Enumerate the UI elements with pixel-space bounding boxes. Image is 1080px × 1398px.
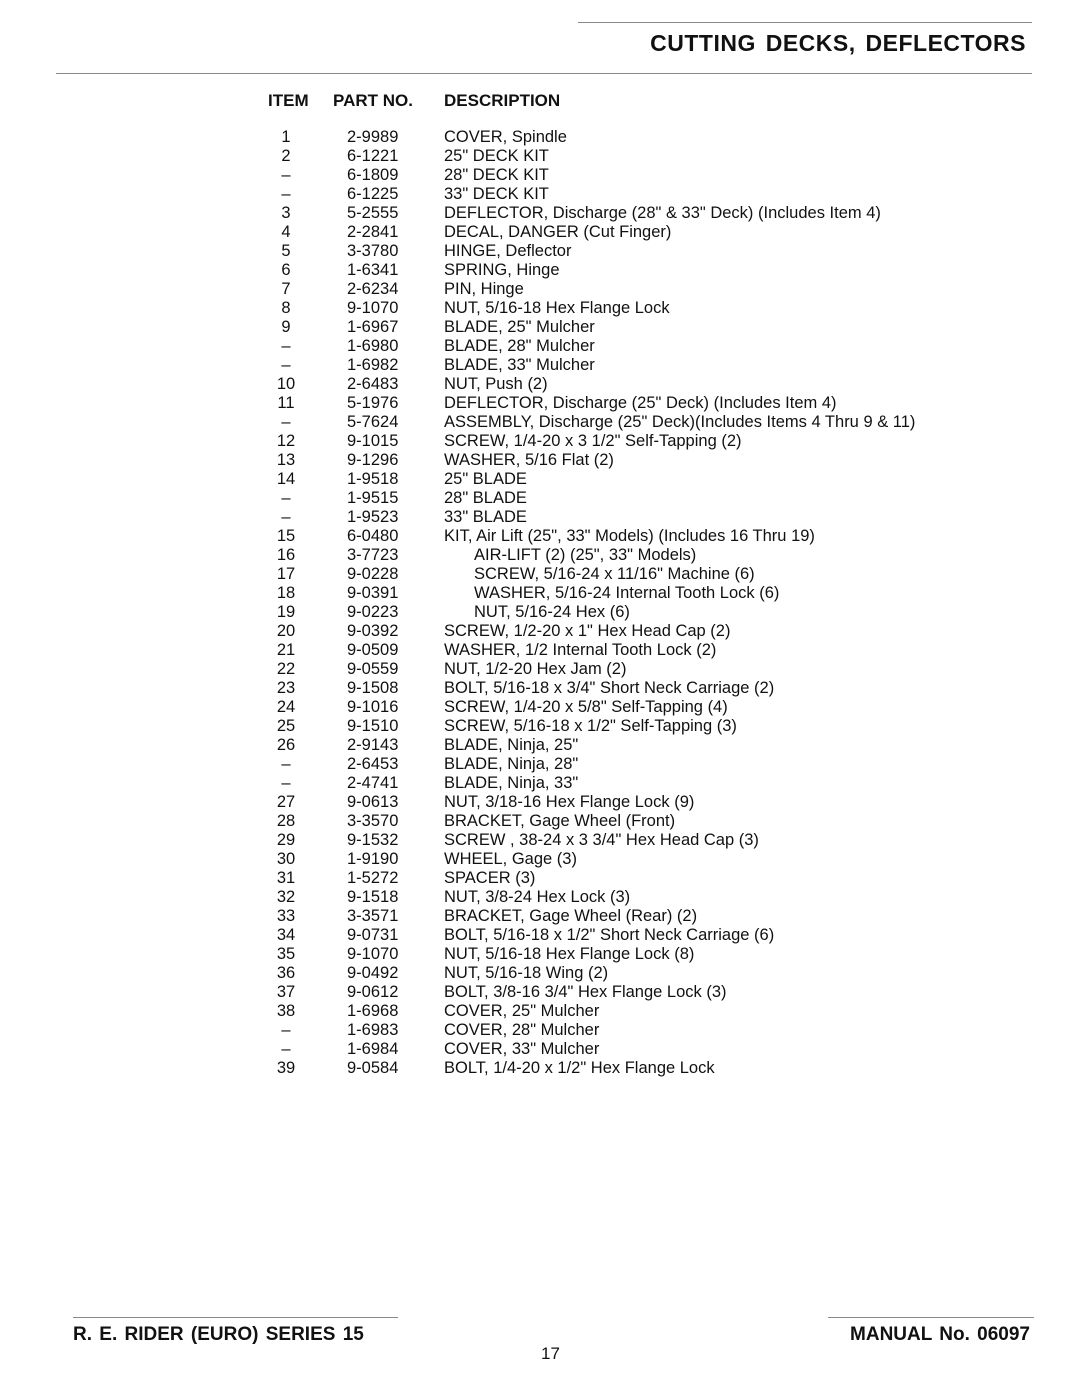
table-row — [0, 356, 1080, 375]
part-number: 9-0509 — [347, 641, 399, 659]
page-title: CUTTING DECKS, DEFLECTORS — [650, 30, 1026, 56]
part-number: 1-9515 — [347, 489, 399, 507]
part-description: AIR-LIFT (2) (25", 33" Models) — [474, 546, 697, 564]
table-row — [0, 603, 1080, 622]
part-number: 1-6983 — [347, 1021, 399, 1039]
part-number: 1-5272 — [347, 869, 399, 887]
table-row — [0, 128, 1080, 147]
item-number: 38 — [276, 1002, 296, 1020]
item-number: 7 — [281, 280, 291, 298]
item-number: 15 — [276, 527, 296, 545]
part-description: 25" BLADE — [444, 470, 527, 488]
part-description: BLADE, 25" Mulcher — [444, 318, 595, 336]
item-number: 4 — [281, 223, 291, 241]
item-number: – — [281, 1021, 291, 1039]
column-header-item: ITEM — [268, 91, 309, 110]
part-description: COVER, 33" Mulcher — [444, 1040, 600, 1058]
column-header-description: DESCRIPTION — [444, 91, 561, 110]
part-description: WHEEL, Gage (3) — [444, 850, 577, 868]
part-description: NUT, Push (2) — [444, 375, 548, 393]
part-description: 28" BLADE — [444, 489, 527, 507]
table-row — [0, 204, 1080, 223]
table-row — [0, 261, 1080, 280]
table-row — [0, 660, 1080, 679]
table-row — [0, 679, 1080, 698]
part-description: BRACKET, Gage Wheel (Front) — [444, 812, 676, 830]
part-description: WASHER, 5/16 Flat (2) — [444, 451, 614, 469]
part-description: BRACKET, Gage Wheel (Rear) (2) — [444, 907, 698, 925]
item-number: 34 — [276, 926, 296, 944]
part-description: NUT, 5/16-24 Hex (6) — [474, 603, 630, 621]
item-number: 13 — [276, 451, 296, 469]
part-description: 33" DECK KIT — [444, 185, 549, 203]
part-description: BLADE, Ninja, 33" — [444, 774, 579, 792]
item-number: 36 — [276, 964, 296, 982]
part-number: 1-9190 — [347, 850, 399, 868]
part-description: COVER, 25" Mulcher — [444, 1002, 600, 1020]
table-row — [0, 1021, 1080, 1040]
part-description: SPRING, Hinge — [444, 261, 560, 279]
part-number: 9-1070 — [347, 299, 399, 317]
part-description: SPACER (3) — [444, 869, 536, 887]
item-number: 18 — [276, 584, 296, 602]
part-number: 1-9518 — [347, 470, 399, 488]
table-row — [0, 413, 1080, 432]
part-description: 28" DECK KIT — [444, 166, 549, 184]
item-number: – — [281, 508, 291, 526]
part-description: BOLT, 5/16-18 x 3/4" Short Neck Carriage (2) — [444, 679, 775, 697]
part-description: DECAL, DANGER (Cut Finger) — [444, 223, 672, 241]
part-number: 5-2555 — [347, 204, 399, 222]
part-number: 9-1532 — [347, 831, 399, 849]
part-description: BLADE, 28" Mulcher — [444, 337, 595, 355]
part-description: BOLT, 3/8-16 3/4" Hex Flange Lock (3) — [444, 983, 727, 1001]
item-number: – — [281, 489, 291, 507]
part-description: SCREW, 1/2-20 x 1" Hex Head Cap (2) — [444, 622, 731, 640]
item-number: 21 — [276, 641, 296, 659]
part-number: 9-1510 — [347, 717, 399, 735]
part-description: WASHER, 1/2 Internal Tooth Lock (2) — [444, 641, 717, 659]
item-number: 10 — [276, 375, 296, 393]
part-number: 9-1508 — [347, 679, 399, 697]
part-description: SCREW, 5/16-18 x 1/2" Self-Tapping (3) — [444, 717, 737, 735]
part-number: 2-2841 — [347, 223, 399, 241]
table-row — [0, 755, 1080, 774]
table-row — [0, 489, 1080, 508]
table-row — [0, 470, 1080, 489]
header-rule-top — [578, 22, 1032, 23]
table-row — [0, 717, 1080, 736]
footer-rule-left — [73, 1317, 398, 1318]
item-number: 29 — [276, 831, 296, 849]
part-description: NUT, 3/8-24 Hex Lock (3) — [444, 888, 631, 906]
part-number: 9-0584 — [347, 1059, 399, 1077]
item-number: 9 — [281, 318, 291, 336]
part-number: 3-3780 — [347, 242, 399, 260]
item-number: 1 — [281, 128, 291, 146]
part-number: 1-6968 — [347, 1002, 399, 1020]
part-number: 9-0391 — [347, 584, 399, 602]
item-number: – — [281, 356, 291, 374]
item-number: 26 — [276, 736, 296, 754]
part-number: 2-6234 — [347, 280, 399, 298]
item-number: 31 — [276, 869, 296, 887]
table-row — [0, 337, 1080, 356]
table-row — [0, 280, 1080, 299]
part-number: 2-6453 — [347, 755, 399, 773]
item-number: – — [281, 755, 291, 773]
parts-list — [0, 128, 1080, 1078]
table-row — [0, 793, 1080, 812]
part-number: 6-1221 — [347, 147, 399, 165]
page-number: 17 — [541, 1344, 560, 1363]
header-rule — [56, 73, 1032, 74]
item-number: 23 — [276, 679, 296, 697]
item-number: 28 — [276, 812, 296, 830]
part-number: 1-6967 — [347, 318, 399, 336]
part-description: WASHER, 5/16-24 Internal Tooth Lock (6) — [474, 584, 780, 602]
table-row — [0, 622, 1080, 641]
item-number: 20 — [276, 622, 296, 640]
item-number: 32 — [276, 888, 296, 906]
part-number: 9-1296 — [347, 451, 399, 469]
part-number: 5-7624 — [347, 413, 399, 431]
part-number: 9-0223 — [347, 603, 399, 621]
item-number: 5 — [281, 242, 291, 260]
manual-number: MANUAL No. 06097 — [850, 1324, 1030, 1345]
part-number: 3-7723 — [347, 546, 399, 564]
part-number: 6-1809 — [347, 166, 399, 184]
part-description: COVER, 28" Mulcher — [444, 1021, 600, 1039]
table-row — [0, 907, 1080, 926]
part-description: DEFLECTOR, Discharge (25" Deck) (Includes Item 4) — [444, 394, 837, 412]
part-description: DEFLECTOR, Discharge (28" & 33" Deck) (Includes Item 4) — [444, 204, 881, 222]
part-description: NUT, 3/18-16 Hex Flange Lock (9) — [444, 793, 695, 811]
item-number: 37 — [276, 983, 296, 1001]
series-title: R. E. RIDER (EURO) SERIES 15 — [73, 1324, 364, 1345]
item-number: 39 — [276, 1059, 296, 1077]
part-description: BLADE, Ninja, 28" — [444, 755, 579, 773]
part-description: 25" DECK KIT — [444, 147, 549, 165]
table-row — [0, 1040, 1080, 1059]
table-row — [0, 945, 1080, 964]
item-number: 2 — [281, 147, 291, 165]
table-row — [0, 242, 1080, 261]
part-number: 2-9143 — [347, 736, 399, 754]
part-description: KIT, Air Lift (25", 33" Models) (Includes 16 Thru 19) — [444, 527, 815, 545]
table-row — [0, 223, 1080, 242]
part-description: SCREW, 1/4-20 x 3 1/2" Self-Tapping (2) — [444, 432, 742, 450]
table-row — [0, 394, 1080, 413]
table-row — [0, 147, 1080, 166]
part-number: 1-6341 — [347, 261, 399, 279]
part-number: 9-0228 — [347, 565, 399, 583]
table-row — [0, 584, 1080, 603]
part-number: 9-1518 — [347, 888, 399, 906]
item-number: 22 — [276, 660, 296, 678]
table-row — [0, 983, 1080, 1002]
item-number: 14 — [276, 470, 296, 488]
part-description: HINGE, Deflector — [444, 242, 572, 260]
item-number: – — [281, 1040, 291, 1058]
part-number: 1-9523 — [347, 508, 399, 526]
table-row — [0, 850, 1080, 869]
table-row — [0, 926, 1080, 945]
table-row — [0, 869, 1080, 888]
part-number: 5-1976 — [347, 394, 399, 412]
item-number: 16 — [276, 546, 296, 564]
part-number: 2-9989 — [347, 128, 399, 146]
part-number: 9-0612 — [347, 983, 399, 1001]
part-number: 1-6982 — [347, 356, 399, 374]
table-row — [0, 698, 1080, 717]
table-row — [0, 1059, 1080, 1078]
table-row — [0, 1002, 1080, 1021]
part-number: 3-3571 — [347, 907, 399, 925]
table-row — [0, 774, 1080, 793]
part-number: 6-1225 — [347, 185, 399, 203]
table-row — [0, 812, 1080, 831]
table-row — [0, 508, 1080, 527]
part-number: 6-0480 — [347, 527, 399, 545]
table-row — [0, 451, 1080, 470]
item-number: – — [281, 774, 291, 792]
item-number: 24 — [276, 698, 296, 716]
table-row — [0, 546, 1080, 565]
item-number: – — [281, 337, 291, 355]
part-number: 9-0392 — [347, 622, 399, 640]
table-row — [0, 527, 1080, 546]
table-row — [0, 166, 1080, 185]
part-description: NUT, 1/2-20 Hex Jam (2) — [444, 660, 627, 678]
part-description: ASSEMBLY, Discharge (25" Deck)(Includes Items 4 Thru 9 & 11) — [444, 413, 916, 431]
item-number: 25 — [276, 717, 296, 735]
part-number: 2-4741 — [347, 774, 399, 792]
item-number: 35 — [276, 945, 296, 963]
part-number: 3-3570 — [347, 812, 399, 830]
item-number: 30 — [276, 850, 296, 868]
part-number: 2-6483 — [347, 375, 399, 393]
table-row — [0, 185, 1080, 204]
part-description: PIN, Hinge — [444, 280, 524, 298]
item-number: 19 — [276, 603, 296, 621]
item-number: 11 — [277, 394, 295, 412]
part-number: 9-0613 — [347, 793, 399, 811]
part-number: 1-6984 — [347, 1040, 399, 1058]
part-description: NUT, 5/16-18 Hex Flange Lock — [444, 299, 670, 317]
part-description: BLADE, Ninja, 25" — [444, 736, 579, 754]
part-description: COVER, Spindle — [444, 128, 567, 146]
table-row — [0, 375, 1080, 394]
part-description: BOLT, 5/16-18 x 1/2" Short Neck Carriage (6) — [444, 926, 775, 944]
item-number: 12 — [276, 432, 296, 450]
table-row — [0, 565, 1080, 584]
footer-rule-right — [828, 1317, 1034, 1318]
table-row — [0, 888, 1080, 907]
part-description: BLADE, 33" Mulcher — [444, 356, 595, 374]
item-number: 17 — [276, 565, 296, 583]
item-number: – — [281, 166, 291, 184]
part-description: BOLT, 1/4-20 x 1/2" Hex Flange Lock — [444, 1059, 715, 1077]
item-number: 27 — [276, 793, 296, 811]
part-description: 33" BLADE — [444, 508, 527, 526]
item-number: 33 — [276, 907, 296, 925]
part-number: 9-0731 — [347, 926, 399, 944]
table-row — [0, 432, 1080, 451]
part-number: 9-0559 — [347, 660, 399, 678]
part-description: SCREW , 38-24 x 3 3/4" Hex Head Cap (3) — [444, 831, 759, 849]
table-row — [0, 641, 1080, 660]
part-description: NUT, 5/16-18 Hex Flange Lock (8) — [444, 945, 695, 963]
item-number: – — [281, 413, 291, 431]
part-number: 9-0492 — [347, 964, 399, 982]
table-row — [0, 736, 1080, 755]
item-number: 3 — [281, 204, 291, 222]
part-number: 1-6980 — [347, 337, 399, 355]
table-row — [0, 964, 1080, 983]
part-number: 9-1016 — [347, 698, 399, 716]
item-number: 8 — [281, 299, 291, 317]
table-row — [0, 318, 1080, 337]
table-row — [0, 299, 1080, 318]
table-row — [0, 831, 1080, 850]
column-header-part-no: PART NO. — [333, 91, 413, 110]
part-description: NUT, 5/16-18 Wing (2) — [444, 964, 609, 982]
part-number: 9-1015 — [347, 432, 399, 450]
part-description: SCREW, 5/16-24 x 11/16" Machine (6) — [474, 565, 755, 583]
part-description: SCREW, 1/4-20 x 5/8" Self-Tapping (4) — [444, 698, 728, 716]
part-number: 9-1070 — [347, 945, 399, 963]
item-number: 6 — [281, 261, 291, 279]
item-number: – — [281, 185, 291, 203]
